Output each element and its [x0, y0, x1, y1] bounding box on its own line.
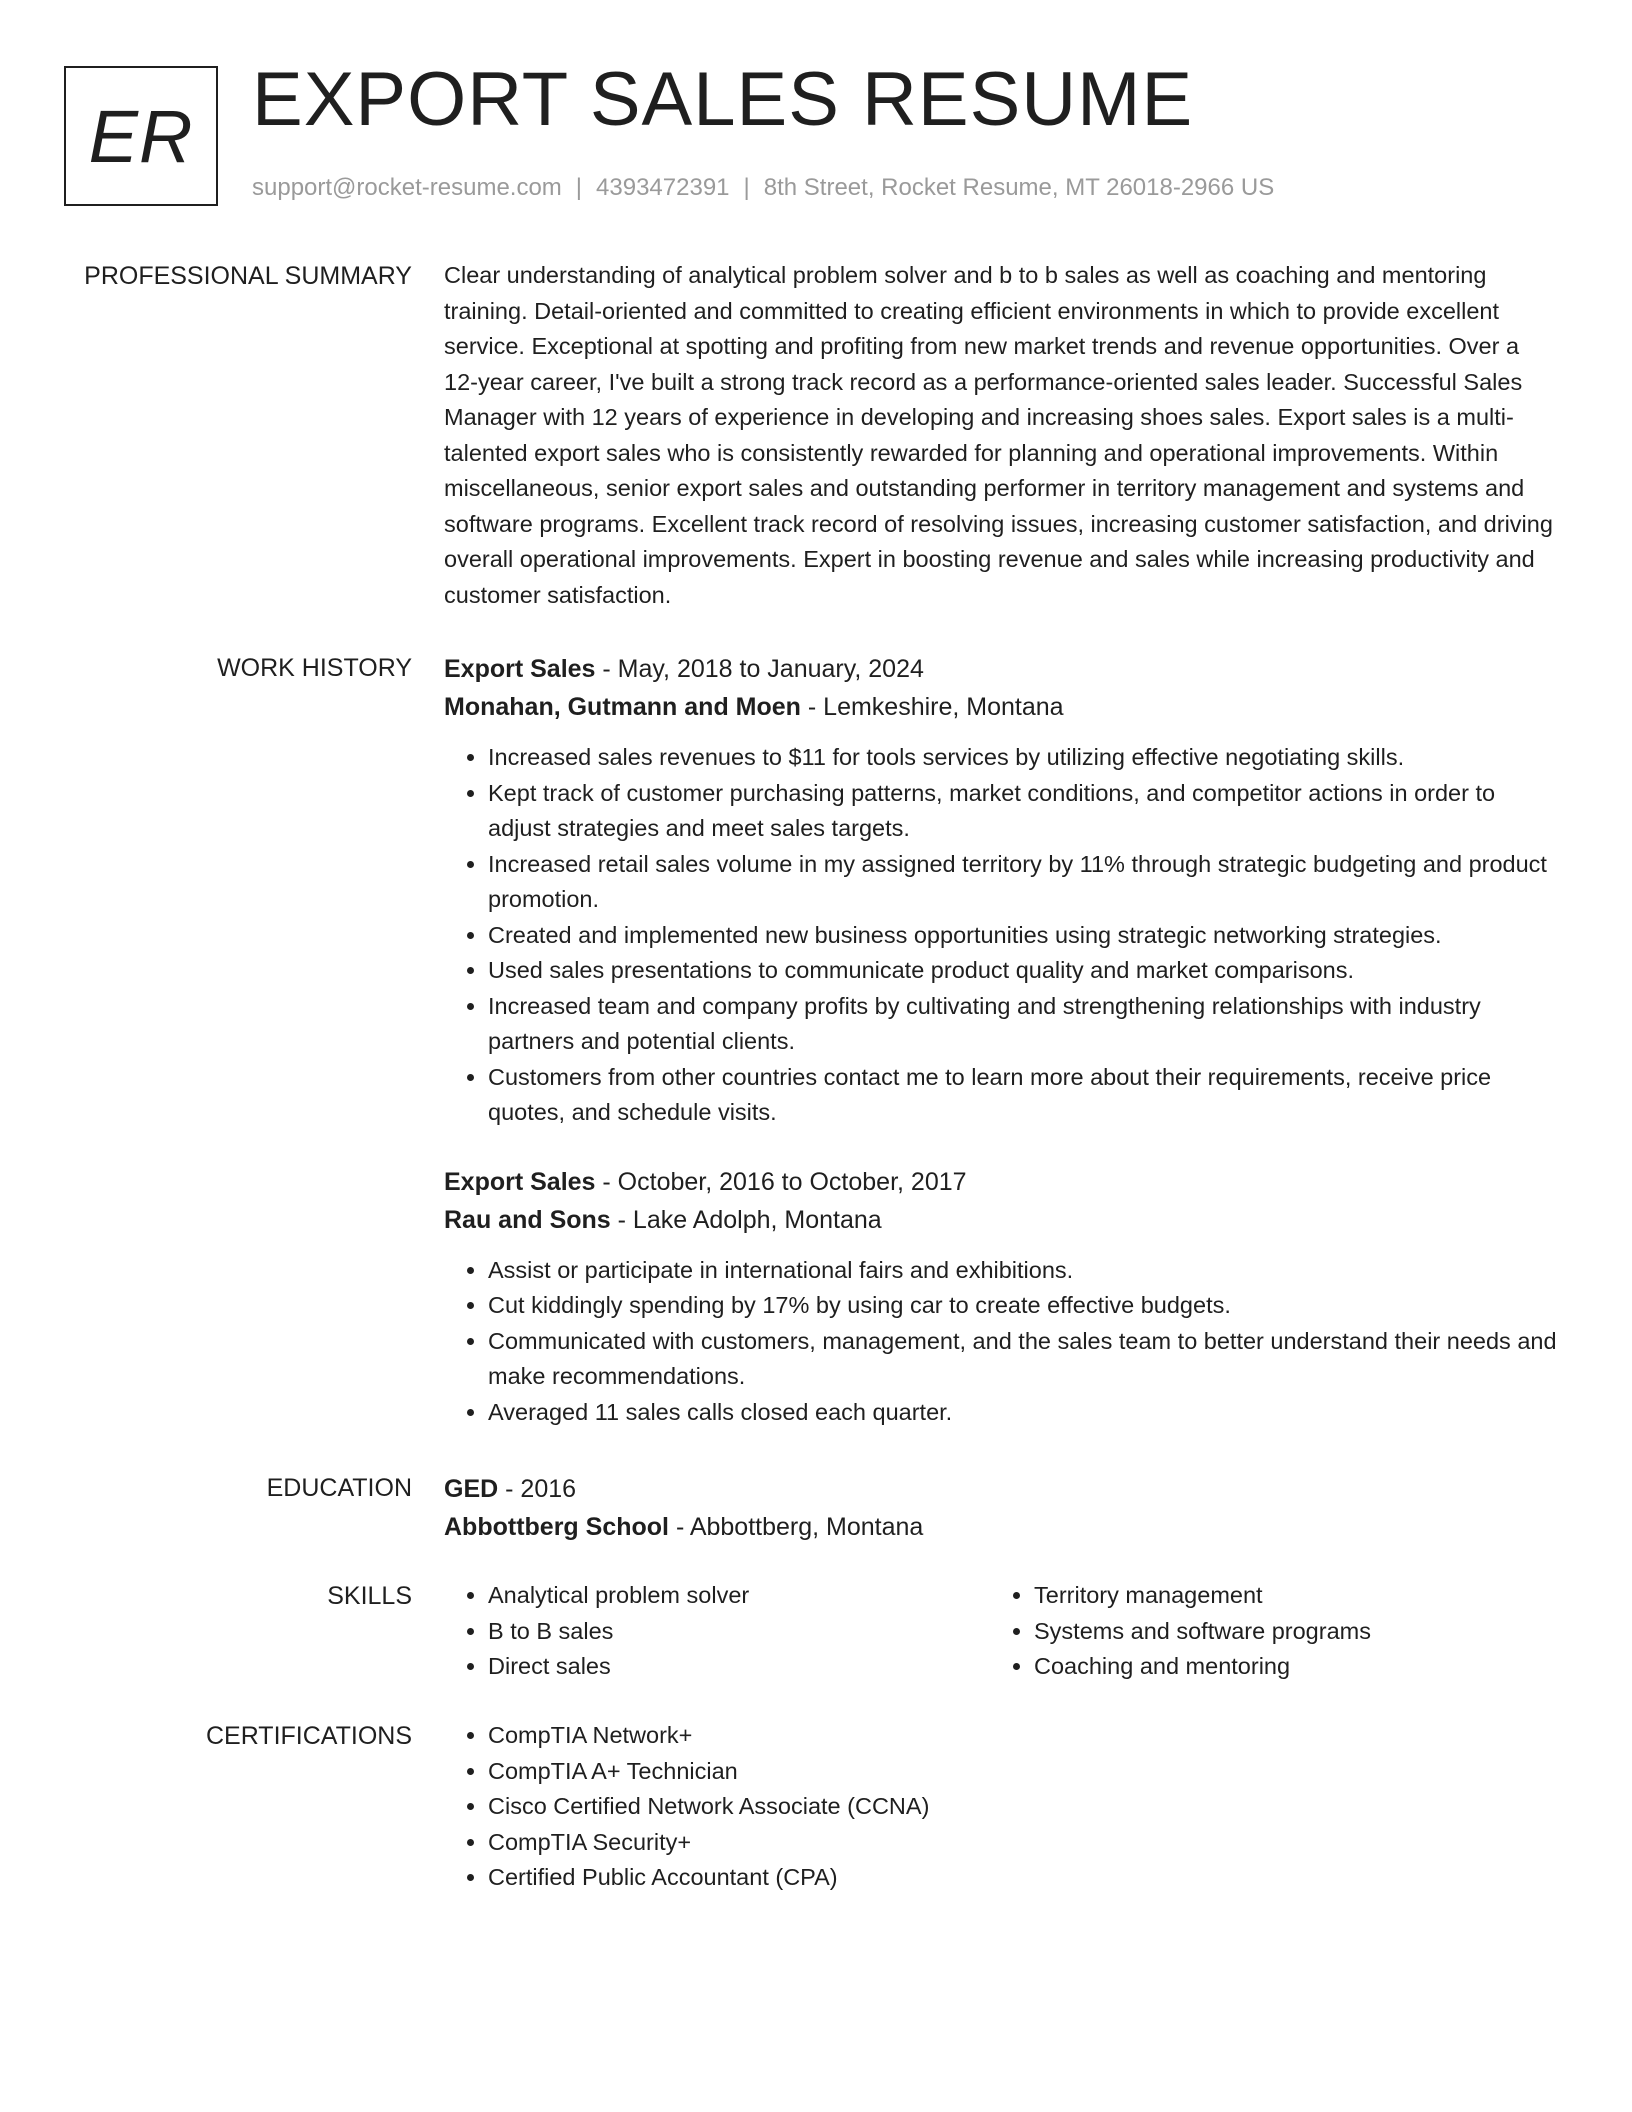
list-item: • Customers from other countries contact me to learn more about their requirements, receive price quotes, and schedule visits. [488, 1060, 1559, 1131]
section-label-certifications: CERTIFICATIONS [205, 1722, 412, 1750]
job-company-line [444, 688, 1559, 726]
monogram-initials: ER [88, 94, 194, 178]
list-item: • Kept track of customer purchasing patterns, market conditions, and competitor actions in order to adjust strategies and meet sales targets. [488, 776, 1559, 847]
list-item: • Increased team and company profits by cultivating and strengthening relationships with industry partners and potential clients. [488, 989, 1559, 1060]
list-item: • B to B sales [488, 1614, 990, 1650]
education-location: - Abbottberg, Montana [675, 1513, 924, 1541]
job-title-line [444, 1163, 1559, 1201]
contact-phone[interactable]: 4393472391 [596, 174, 730, 201]
list-item: • Coaching and mentoring [1034, 1649, 1536, 1685]
job-entry [444, 650, 1559, 1131]
section-label-work-history: WORK HISTORY [217, 654, 412, 682]
list-item: • Assist or participate in international fairs and exhibitions. [488, 1253, 1559, 1289]
monogram-box [64, 66, 218, 206]
section-label-skills: SKILLS [327, 1582, 412, 1610]
list-item: • CompTIA Network+ [488, 1718, 1559, 1754]
job-bullets [444, 1253, 1559, 1431]
job-dates: - May, 2018 to January, 2024 [602, 655, 924, 683]
job-location: - Lake Adolph, Montana [617, 1205, 882, 1234]
list-item: • Communicated with customers, management, and the sales team to better understand their needs and make recommendations. [488, 1324, 1559, 1395]
job-company: Monahan, Gutmann and Moen [444, 693, 801, 721]
list-item: • Increased retail sales volume in my assigned territory by 11% through strategic budgeting and product promotion. [488, 847, 1559, 918]
list-item: • Analytical problem solver [488, 1578, 990, 1614]
skills-list [444, 1578, 990, 1685]
certifications-body [444, 1718, 1559, 1896]
education-school-line [444, 1508, 1559, 1546]
job-title-line [444, 650, 1559, 688]
work-history-body [444, 650, 1559, 1430]
skills-column-left [444, 1578, 990, 1685]
list-item: • Territory management [1034, 1578, 1536, 1614]
list-item: • CompTIA Security+ [488, 1825, 1559, 1861]
list-item: • Cut kiddingly spending by 17% by using car to create effective budgets. [488, 1288, 1559, 1324]
list-item: • Certified Public Accountant (CPA) [488, 1860, 1559, 1896]
list-item: • Cisco Certified Network Associate (CCNA) [488, 1789, 1559, 1825]
job-company: Rau and Sons [444, 1205, 611, 1234]
list-item: • Used sales presentations to communicate product quality and market comparisons. [488, 953, 1559, 989]
section-label-education: EDUCATION [266, 1474, 412, 1502]
resume-title: EXPORT SALES RESUME [252, 57, 1194, 142]
contact-separator: | [743, 174, 750, 201]
contact-line [252, 174, 1274, 202]
education-body [444, 1470, 1559, 1546]
skills-body [444, 1578, 1559, 1685]
list-item: • Increased sales revenues to $11 for tools services by utilizing effective negotiating skills. [488, 740, 1559, 776]
contact-separator: | [575, 174, 583, 201]
job-title: Export Sales [444, 1167, 596, 1196]
education-degree: GED [444, 1475, 499, 1503]
summary-text: Clear understanding of analytical problem solver and b to b sales as well as coaching and mentoring training. Detail-oriented and committed to creating efficient environments in which to provide excellent service. Exceptional at spotting and profiting from new market trends and revenue opportunities. Over a 12-year career, I've built a strong track record as a performance-oriented sales leader. Successful Sales Manager with 12 years of experience in developing and increasing shoes sales. Export sales is a multi-talented export sales who is consistently rewarded for planning and operational improvements. Within miscellaneous, senior export sales and outstanding performer in territory management and systems and software programs. Excellent track record of resolving issues, increasing customer satisfaction, and driving overall operational improvements. Expert in boosting revenue and sales while increasing productivity and customer satisfaction. [444, 262, 1553, 608]
list-item: • Direct sales [488, 1649, 990, 1685]
job-dates: - October, 2016 to October, 2017 [602, 1167, 967, 1196]
contact-address: 8th Street, Rocket Resume, MT 26018-2966 US [763, 174, 1275, 201]
certifications-list [444, 1718, 1559, 1896]
list-item: • Created and implemented new business opportunities using strategic networking strategies. [488, 918, 1559, 954]
job-bullets [444, 740, 1559, 1131]
skills-list [990, 1578, 1536, 1685]
list-item: • Systems and software programs [1034, 1614, 1536, 1650]
summary-body [444, 258, 1559, 613]
job-entry [444, 1163, 1559, 1431]
education-year: - 2016 [505, 1475, 577, 1503]
education-school: Abbottberg School [444, 1513, 669, 1541]
contact-email[interactable]: support@rocket-resume.com [252, 174, 562, 201]
list-item: • CompTIA A+ Technician [488, 1754, 1559, 1790]
education-degree-line [444, 1470, 1559, 1508]
job-location: - Lemkeshire, Montana [807, 693, 1064, 721]
job-company-line [444, 1201, 1559, 1239]
job-title: Export Sales [444, 655, 596, 683]
list-item: • Averaged 11 sales calls closed each quarter. [488, 1395, 1559, 1431]
section-label-summary: PROFESSIONAL SUMMARY [84, 262, 412, 290]
skills-column-right [990, 1578, 1536, 1685]
